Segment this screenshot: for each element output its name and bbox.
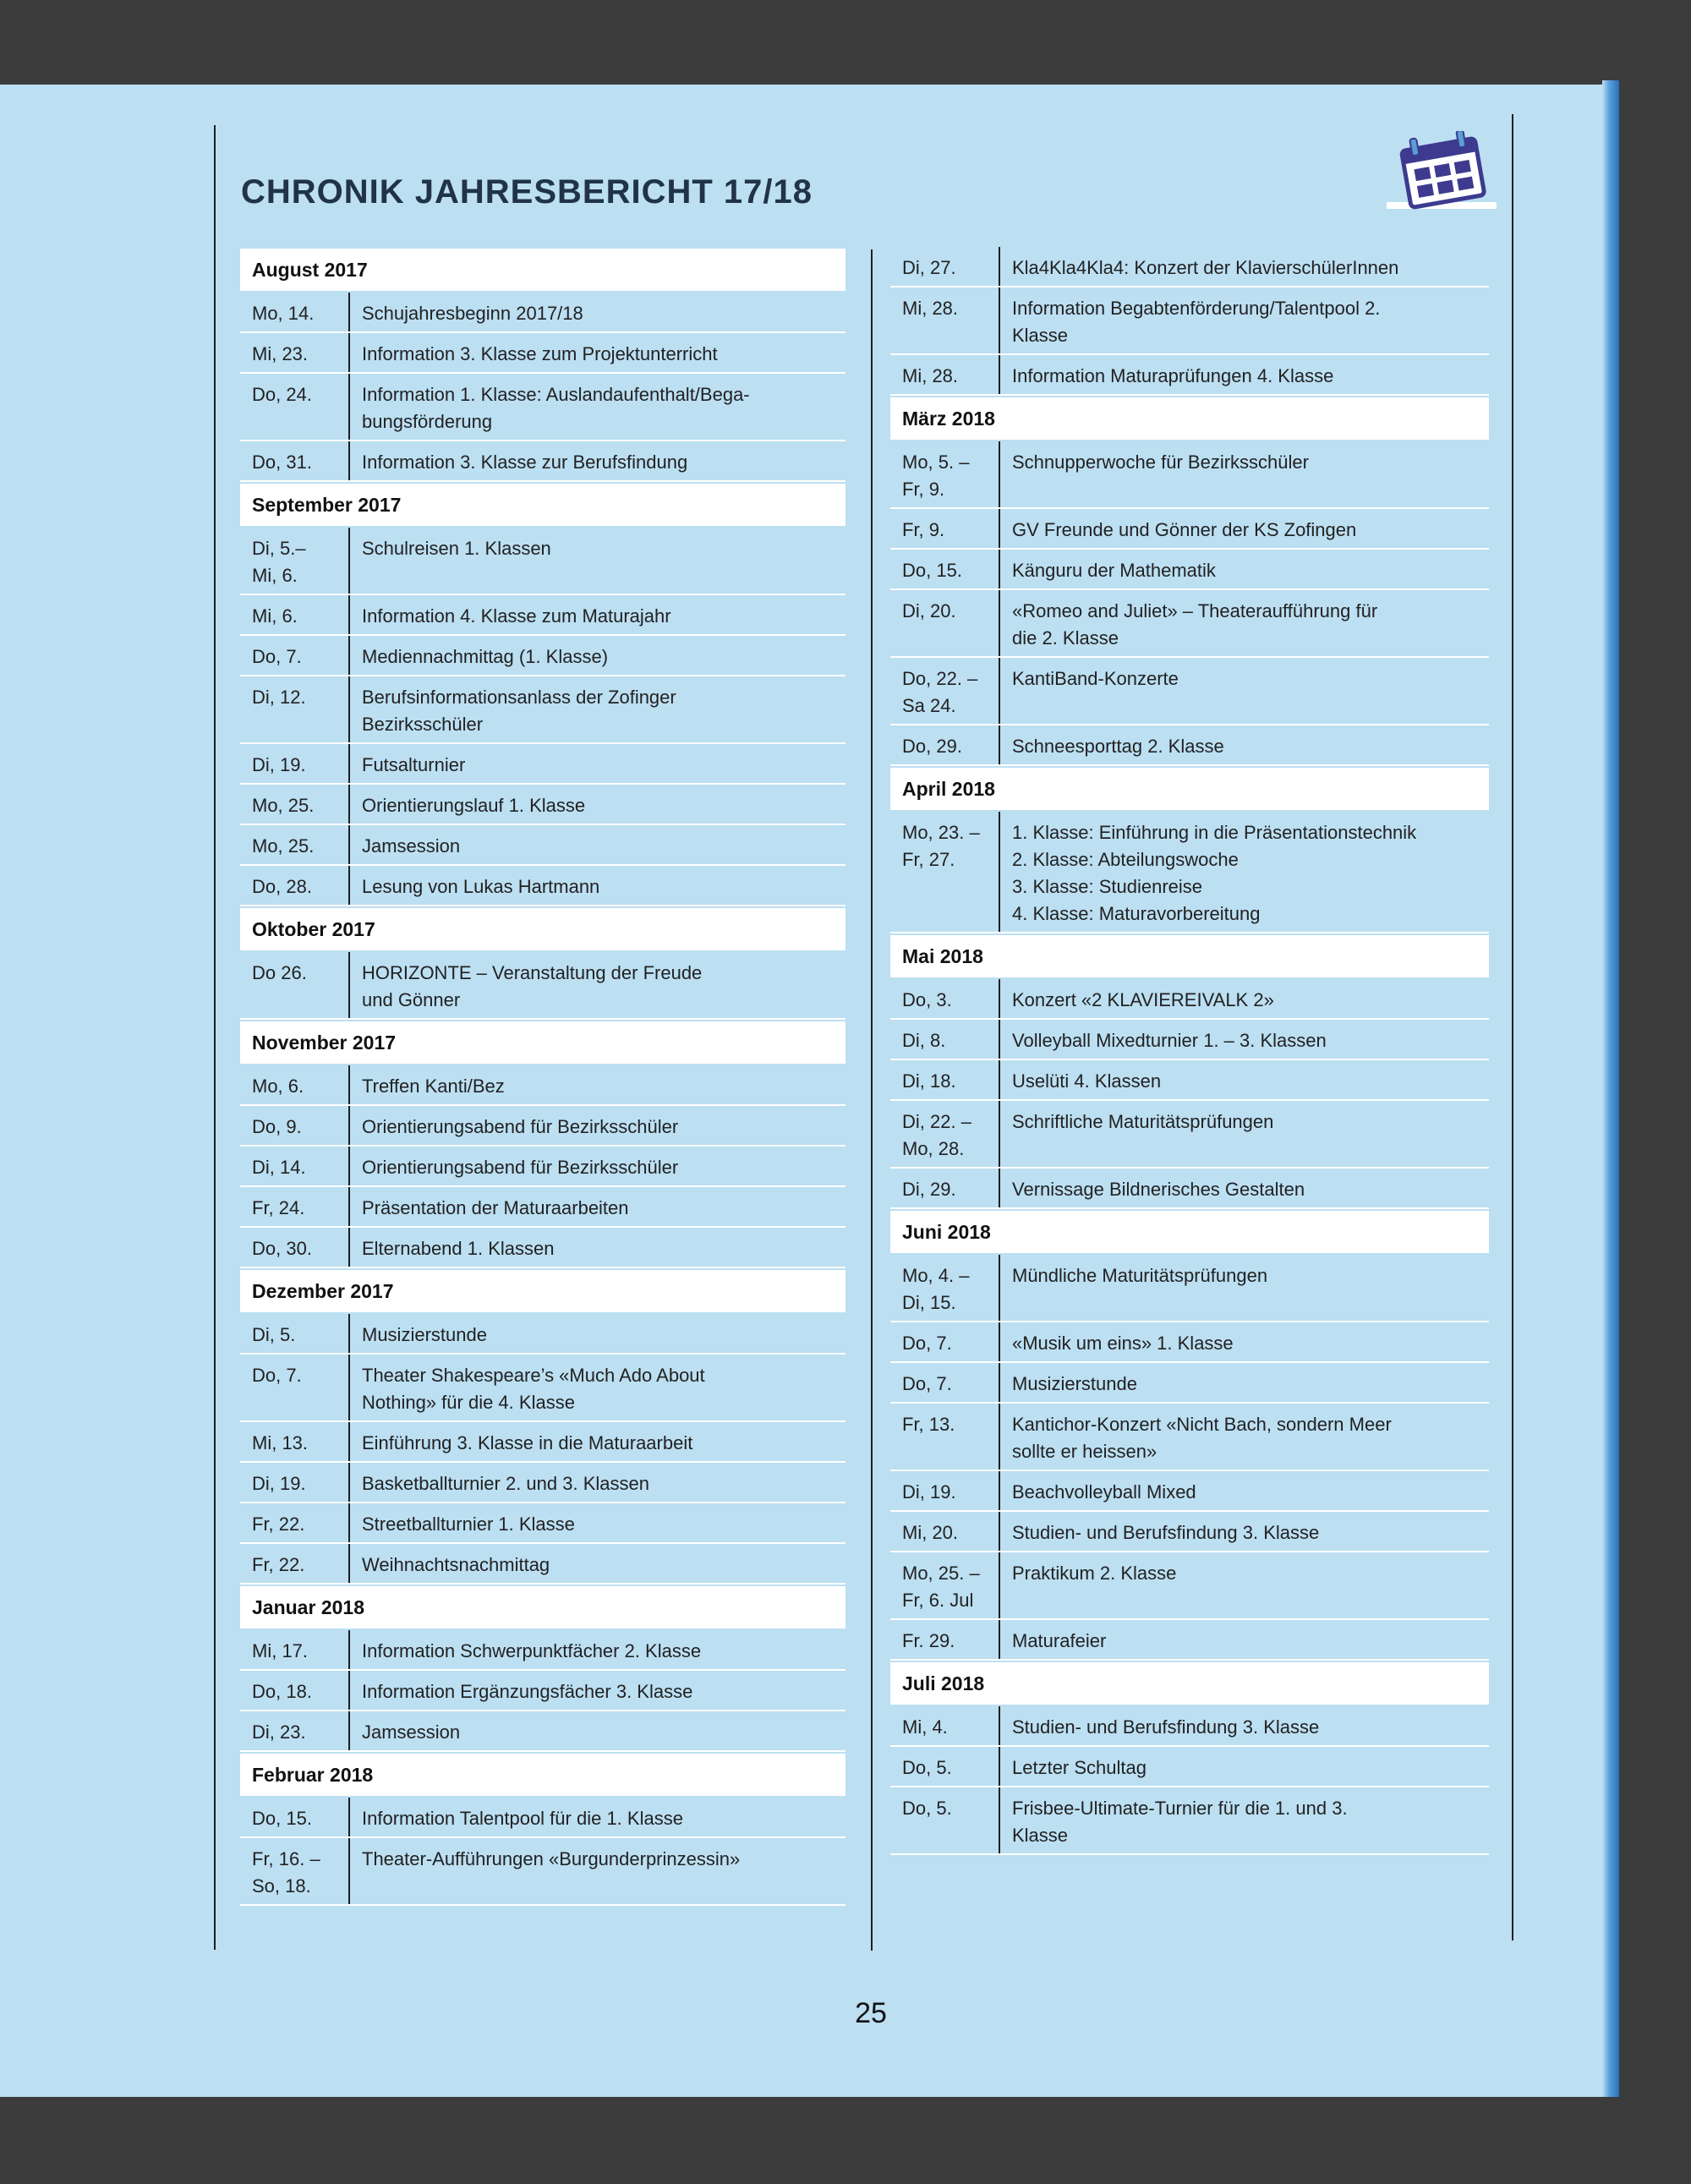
event-description: Basketballturnier 2. und 3. Klassen [348, 1463, 846, 1502]
event-description: Jamsession [348, 1711, 846, 1750]
event-description: Information Ergänzungsfächer 3. Klasse [348, 1671, 846, 1710]
event-row [890, 590, 1489, 658]
event-date: Di, 12. [252, 687, 306, 708]
event-date: Di, 20. [902, 600, 956, 621]
event-date: Mo, 4. – Di, 15. [902, 1265, 970, 1313]
page-title: CHRONIK JAHRESBERICHT 17/18 [241, 173, 813, 211]
event-row [240, 441, 846, 482]
event-date: Mi, 13. [252, 1432, 309, 1453]
event-description: Orientierungslauf 1. Klasse [348, 785, 846, 824]
event-description: Musizierstunde [999, 1363, 1489, 1402]
event-row [240, 1544, 846, 1585]
event-description: Musizierstunde [348, 1314, 846, 1353]
event-row [240, 293, 846, 333]
event-row [890, 1471, 1489, 1512]
event-date: Di, 19. [902, 1481, 956, 1503]
event-date: Do, 5. [902, 1757, 952, 1778]
event-row [890, 1255, 1489, 1322]
event-description: Schneesporttag 2. Klasse [999, 725, 1489, 764]
event-description: KantiBand-Konzerte [999, 658, 1489, 724]
month-header-juni-2018: Juni 2018 [890, 1211, 1489, 1253]
event-description: Letzter Schultag [999, 1747, 1489, 1786]
event-row [890, 725, 1489, 766]
event-description: «Musik um eins» 1. Klasse [999, 1322, 1489, 1361]
event-date: Do, 29. [902, 736, 962, 757]
event-date: Fr, 22. [252, 1554, 305, 1575]
event-description: Information Begabtenförderung/Talentpool 2. Klasse [999, 287, 1489, 353]
event-description: Weihnachtsnachmittag [348, 1544, 846, 1583]
event-date: Do, 3. [902, 989, 952, 1010]
event-description: Kantichor-Konzert «Nicht Bach, sondern Meer sollte er heissen» [999, 1404, 1489, 1470]
event-date: Mo, 25. [252, 795, 315, 816]
event-row [890, 287, 1489, 355]
event-date: Mi, 28. [902, 365, 959, 386]
event-date: Do, 24. [252, 384, 312, 405]
event-row [240, 374, 846, 441]
event-row [240, 1503, 846, 1544]
event-date: Do, 22. – Sa 24. [902, 668, 978, 716]
event-description: Streetballturnier 1. Klasse [348, 1503, 846, 1542]
event-description: Konzert «2 KLAVIEREIVALK 2» [999, 979, 1489, 1018]
event-description: Berufsinformationsanlass der Zofinger Bezirksschüler [348, 676, 846, 742]
month-header-dezember-2017: Dezember 2017 [240, 1270, 846, 1312]
event-row [240, 1630, 846, 1671]
event-date: Mi, 23. [252, 343, 309, 364]
event-row [890, 509, 1489, 550]
event-date: Mo, 6. [252, 1076, 304, 1097]
left-rule [214, 125, 216, 1950]
event-date: Di, 14. [252, 1157, 306, 1178]
event-date: Fr, 22. [252, 1513, 305, 1535]
event-row [240, 825, 846, 866]
event-date: Mi, 20. [902, 1522, 959, 1543]
event-row [240, 333, 846, 374]
right-column [890, 247, 1489, 1855]
event-date: Do, 7. [902, 1333, 952, 1354]
event-date: Mo, 25. [252, 835, 315, 857]
event-date: Mi, 4. [902, 1716, 948, 1738]
event-description: Lesung von Lukas Hartmann [348, 866, 846, 905]
month-header-april-2018: April 2018 [890, 768, 1489, 810]
event-date: Di, 22. – Mo, 28. [902, 1111, 971, 1159]
event-description: Information 3. Klasse zur Berufsfindung [348, 441, 846, 480]
event-date: Do, 15. [252, 1808, 312, 1829]
event-row [890, 1620, 1489, 1661]
event-row [890, 1404, 1489, 1471]
event-row [240, 785, 846, 825]
event-row [240, 1187, 846, 1228]
event-date: Di, 8. [902, 1030, 946, 1051]
event-date: Mi, 17. [252, 1640, 309, 1661]
event-description: Schulreisen 1. Klassen [348, 528, 846, 594]
month-header-juli-2018: Juli 2018 [890, 1662, 1489, 1705]
event-description: Beachvolleyball Mixed [999, 1471, 1489, 1510]
event-row [890, 1101, 1489, 1169]
event-description: Studien- und Berufsfindung 3. Klasse [999, 1706, 1489, 1745]
event-row [890, 979, 1489, 1020]
event-row [240, 1314, 846, 1355]
event-description: 1. Klasse: Einführung in die Präsentationstechnik 2. Klasse: Abteilungswoche 3. Klasse: Studienreise 4. Klasse: Maturavorbereitung [999, 812, 1489, 932]
event-date: Do, 7. [252, 1365, 302, 1386]
event-description: Information Talentpool für die 1. Klasse [348, 1798, 846, 1836]
event-row [890, 1552, 1489, 1620]
event-row [890, 1169, 1489, 1209]
page-number: 25 [855, 1997, 887, 2029]
event-row [890, 658, 1489, 725]
event-description: Praktikum 2. Klasse [999, 1552, 1489, 1618]
event-row [890, 1322, 1489, 1363]
event-row [240, 866, 846, 906]
month-header-august-2017: August 2017 [240, 249, 846, 291]
month-header-januar-2018: Januar 2018 [240, 1586, 846, 1628]
event-row [890, 1060, 1489, 1101]
event-row [890, 812, 1489, 933]
event-description: Frisbee-Ultimate-Turnier für die 1. und 3. Klasse [999, 1787, 1489, 1853]
event-date: Di, 29. [902, 1179, 956, 1200]
month-header-november-2017: November 2017 [240, 1021, 846, 1064]
event-date: Fr. 29. [902, 1630, 955, 1651]
event-description: Mündliche Maturitätsprüfungen [999, 1255, 1489, 1321]
month-header-mai-2018: Mai 2018 [890, 935, 1489, 977]
event-row [890, 1787, 1489, 1855]
event-date: Mo, 14. [252, 303, 315, 324]
event-row [240, 1355, 846, 1422]
event-description: Volleyball Mixedturnier 1. – 3. Klassen [999, 1020, 1489, 1059]
event-row [240, 1422, 846, 1463]
event-date: Fr, 16. – So, 18. [252, 1848, 320, 1897]
event-date: Di, 19. [252, 1473, 306, 1494]
event-date: Do, 31. [252, 452, 312, 473]
event-description: Känguru der Mathematik [999, 550, 1489, 588]
month-header-oktober-2017: Oktober 2017 [240, 908, 846, 950]
event-row [890, 1512, 1489, 1552]
event-description: HORIZONTE – Veranstaltung der Freude und Gönner [348, 952, 846, 1018]
event-row [240, 1671, 846, 1711]
event-row [890, 441, 1489, 509]
event-row [240, 1147, 846, 1187]
event-description: Information 4. Klasse zum Maturajahr [348, 595, 846, 634]
event-row [240, 595, 846, 636]
event-description: Theater-Aufführungen «Burgunderprinzessin» [348, 1838, 846, 1904]
event-date: Do, 7. [902, 1373, 952, 1394]
event-row [890, 247, 1489, 287]
event-date: Di, 18. [902, 1070, 956, 1092]
month-header-februar-2018: Februar 2018 [240, 1754, 846, 1796]
event-row [240, 1228, 846, 1268]
event-row [240, 1065, 846, 1106]
event-row [240, 1106, 846, 1147]
event-description: Orientierungsabend für Bezirksschüler [348, 1106, 846, 1145]
calendar-icon [1387, 131, 1497, 212]
event-description: Information 3. Klasse zum Projektunterricht [348, 333, 846, 372]
event-description: Orientierungsabend für Bezirksschüler [348, 1147, 846, 1185]
event-row [890, 1747, 1489, 1787]
event-date: Mo, 25. – Fr, 6. Jul [902, 1563, 980, 1611]
event-date: Fr, 13. [902, 1414, 955, 1435]
event-date: Mi, 6. [252, 605, 298, 627]
event-date: Do 26. [252, 962, 307, 983]
event-description: Präsentation der Maturaarbeiten [348, 1187, 846, 1226]
event-row [240, 1838, 846, 1906]
event-row [240, 676, 846, 744]
event-date: Di, 5. [252, 1324, 296, 1345]
event-description: Jamsession [348, 825, 846, 864]
event-date: Mo, 5. – Fr, 9. [902, 452, 970, 500]
event-description: «Romeo and Juliet» – Theateraufführung für die 2. Klasse [999, 590, 1489, 656]
page-edge [1602, 80, 1619, 2097]
event-description: Einführung 3. Klasse in die Maturaarbeit [348, 1422, 846, 1461]
event-description: Schriftliche Maturitätsprüfungen [999, 1101, 1489, 1167]
event-date: Do, 18. [252, 1681, 312, 1702]
event-description: Elternabend 1. Klassen [348, 1228, 846, 1267]
event-description: Schujahresbeginn 2017/18 [348, 293, 846, 331]
event-date: Di, 27. [902, 257, 956, 278]
event-row [240, 952, 846, 1020]
event-description: Vernissage Bildnerisches Gestalten [999, 1169, 1489, 1207]
event-description: Mediennachmittag (1. Klasse) [348, 636, 846, 675]
event-row [240, 636, 846, 676]
center-rule [871, 249, 873, 1951]
event-row [890, 1706, 1489, 1747]
event-description: Studien- und Berufsfindung 3. Klasse [999, 1512, 1489, 1551]
event-row [890, 1363, 1489, 1404]
event-description: Kla4Kla4Kla4: Konzert der KlavierschülerInnen [999, 247, 1489, 286]
event-row [890, 355, 1489, 396]
event-row [240, 1463, 846, 1503]
event-row [890, 1020, 1489, 1060]
right-rule [1512, 114, 1513, 1940]
event-row [240, 1711, 846, 1752]
event-date: Do, 5. [902, 1798, 952, 1819]
event-description: Schnupperwoche für Bezirksschüler [999, 441, 1489, 507]
event-date: Do, 9. [252, 1116, 302, 1137]
event-date: Do, 7. [252, 646, 302, 667]
event-date: Di, 23. [252, 1721, 306, 1743]
event-description: GV Freunde und Gönner der KS Zofingen [999, 509, 1489, 548]
month-header-märz-2018: März 2018 [890, 397, 1489, 440]
event-date: Di, 5.– Mi, 6. [252, 538, 306, 586]
event-date: Fr, 24. [252, 1197, 305, 1218]
event-row [890, 550, 1489, 590]
event-date: Mo, 23. – Fr, 27. [902, 822, 980, 870]
month-header-september-2017: September 2017 [240, 484, 846, 526]
event-row [240, 528, 846, 595]
event-date: Fr, 9. [902, 519, 945, 540]
event-row [240, 744, 846, 785]
event-date: Do, 15. [902, 560, 962, 581]
event-description: Theater Shakespeare’s «Much Ado About Nothing» für die 4. Klasse [348, 1355, 846, 1420]
event-description: Information 1. Klasse: Auslandaufenthalt/Bega- bungsförderung [348, 374, 846, 440]
event-date: Di, 19. [252, 754, 306, 775]
event-row [240, 1798, 846, 1838]
event-date: Do, 28. [252, 876, 312, 897]
event-date: Mi, 28. [902, 298, 959, 319]
left-column [240, 247, 846, 1906]
event-date: Do, 30. [252, 1238, 312, 1259]
event-description: Information Schwerpunktfächer 2. Klasse [348, 1630, 846, 1669]
event-description: Futsalturnier [348, 744, 846, 783]
event-description: Treffen Kanti/Bez [348, 1065, 846, 1104]
event-description: Uselüti 4. Klassen [999, 1060, 1489, 1099]
event-description: Maturafeier [999, 1620, 1489, 1659]
event-description: Information Maturaprüfungen 4. Klasse [999, 355, 1489, 394]
